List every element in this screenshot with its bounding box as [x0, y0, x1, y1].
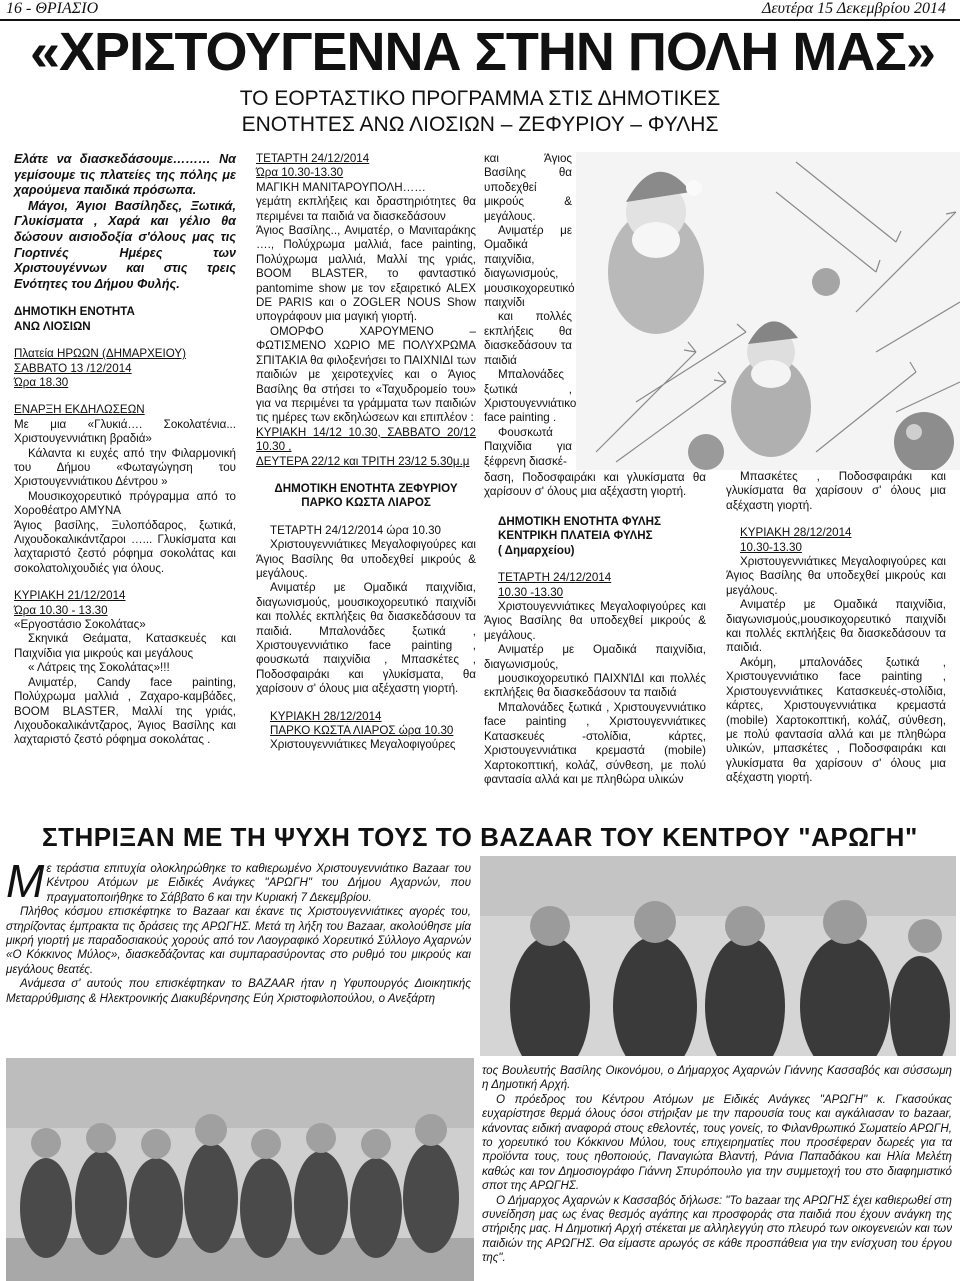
officials-photo-image	[480, 856, 956, 1056]
bazaar-article-body-bottom	[482, 1064, 952, 1266]
paragraph: ΣΑΒΒΑΤΟ 13 /12/2014	[14, 361, 132, 375]
bazaar-article-title: ΣΤΗΡΙΞΑΝ ΜΕ ΤΗ ΨΥΧΗ ΤΟΥΣ ΤΟ BAZAAR ΤΟΥ ΚΕΝΤΡΟΥ "ΑΡΩΓΗ"	[42, 822, 918, 852]
paragraph: Ώρα 10.30 - 13.30	[14, 603, 108, 617]
christmas-decoration-image	[576, 152, 960, 470]
paragraph: ΚΥΡΙΑΚΗ 21/12/2014	[14, 589, 126, 603]
paragraph: και Άγιος Βασίλης θα υποδεχθεί μικρούς & μεγάλους.	[484, 152, 572, 223]
paragraph: Μπαλονάδες ξωτικά , Χριστουγεννιάτικο face painting , Χριστουγεννιάτικες Κατασκευές -στολίδια, κάρτες, Χριστουγεννιάτικα κρεμαστά (mobile) Χαρτοκοπτική, κολάζ, σύνθεση, με πολύ φαντασία αλλά και με πληθώρα υλικών	[484, 700, 706, 786]
paragraph: Ανιματέρ με Ομαδικά παιχνίδια, διαγωνισμούς,	[484, 643, 706, 671]
paragraph: «Εργοστάσιο Σοκολάτας»	[14, 618, 146, 632]
paragraph: Χριστουγεννιάτικες Μεγαλοφιγούρες και Άγιος Βασίλης θα υποδεχθεί μικρούς & μεγάλους.	[484, 600, 706, 642]
paragraph: Ώρα 10.30-13.30	[256, 166, 344, 180]
article-subtitle-line1: ΤΟ ΕΟΡΤΑΣΤΙΚΟ ΠΡΟΓΡΑΜΜΑ ΣΤΙΣ ΔΗΜΟΤΙΚΕΣ	[239, 87, 721, 110]
paragraph: Άγιος Βασίλης.., Ανιματέρ, ο Μανιταράκης …., Πολύχρωμα μαλλιά, face painting, Πολύχρωμα μαλλιά, Μαλλί της γριάς, BOOM BLASTER, το φανταστικό pantomime show με τον εξαιρετικό ALEX DE PARIS και ο ZOGLER NOUS Show υπογράφουν μια μαγική γιορτή.	[256, 224, 476, 324]
column-1	[14, 152, 236, 748]
santa-figure-top	[608, 172, 704, 334]
paragraph: ΤΕΤΑΡΤΗ 24/12/2014	[498, 571, 612, 585]
bazaar-lead-paragraph: ε τεράστια επιτυχία ολοκληρώθηκε το καθιερωμένο Χριστουγεννιάτικο Bazaar του Κέντρου Ατόμων με Ειδικές Ανάγκες "ΑΡΩΓΗ" του Δήμου Αχαρνών, που πραγματοποιήθηκε το Σάββατο 6 και την Κυριακή 7 Δεκεμβρίου.	[46, 862, 471, 904]
paragraph: ΠΑΡΚΟ ΚΩΣΤΑ ΛΙΑΡΟΣ ώρα 10.30	[270, 724, 454, 738]
bazaar-paragraph-3: τος Βουλευτής Βασίλης Οικονόμου, ο Δήμαρχος Αχαρνών Γιάννης Κασσαβός και σύσσωμη η Δημοτική Αρχή.	[482, 1064, 952, 1092]
page-number: 16 - ΘΡΙΑΣΙΟ	[6, 0, 99, 17]
paragraph: ΔΕΥΤΕΡΑ 22/12 και ΤΡΙΤΗ 23/12 5.30μ.μ	[256, 454, 470, 468]
column-3-bottom	[484, 515, 706, 787]
paragraph: Με μια «Γλυκιά…. Σοκολατένια... Χριστουγεννιάτικη βραδιά»	[14, 417, 236, 446]
paragraph: « Λάτρεις της Σοκολάτας»!!!	[28, 661, 170, 675]
paragraph: γεμάτη εκπλήξεις και δραστηριότητες θα περιμένει τα παιδιά να διασκεδάσουν	[256, 195, 476, 223]
paragraph: Μάγοι, Άγιοι Βασίληδες, Ξωτικά, Γλυκίσματα , Χαρά και γέλιο θα δώσουν αισιοδοξία σ'όλους μας τις Γιορτινές Ημέρες των Χριστουγέννων και στις τρεις Ενότητες του Δήμου Φυλής.	[14, 198, 236, 291]
paragraph: ΔΗΜΟΤΙΚΗ ΕΝΟΤΗΤΑ	[14, 305, 135, 319]
paragraph: ΔΗΜΟΤΙΚΗ ΕΝΟΤΗΤΑ ΦΥΛΗΣ	[498, 515, 661, 528]
paragraph: μουσικοχορευτικό ΠΑΙΧΝΊΔΙ και πολλές εκπλήξεις θα διασκεδάσουν τα παιδιά	[484, 672, 706, 700]
paragraph: Φουσκωτά Παιχνίδια για ξέφρενη διασκέ-	[484, 425, 572, 468]
paragraph: Πλατεία ΗΡΩΩΝ (ΔΗΜΑΡΧΕΙΟΥ)	[14, 347, 187, 361]
santa-figure-bottom	[731, 321, 811, 457]
article-subtitle-line2: ΕΝΟΤΗΤΕΣ ΑΝΩ ΛΙΟΣΙΩΝ – ΖΕΦΥΡΙΟΥ – ΦΥΛΗΣ	[241, 113, 719, 136]
paragraph: Ανιματέρ με Ομαδικά παιχνίδια, διαγωνισμούς,μουσικοχορευτικό παιχνίδι και πολλές εκπλήξεις θα διασκεδάσουν τα παιδιά.	[726, 598, 946, 655]
paragraph: Ακόμη, μπαλονάδες ξωτικά , Χριστουγεννιάτικο face painting , Χριστουγεννιάτικες Κατασκευές-στολίδια, κάρτες, Χριστουγεννιάτικα κρεμαστά (mobile) Χαρτοκοπτική, κολάζ, σύνθεση, με πολύ φαντασία αλλά και με πληθώρα υλικών, μπασκέτες , Ποδοσφαιράκι και γλυκίσματα θα χαρίσουν σ' όλους μια αξέχαστη γιορτή.	[726, 655, 946, 785]
bazaar-paragraph-2: Ανάμεσα σ' αυτούς που επισκέφτηκαν το BAZAAR ήταν η Υφυπουργός Διοικητικής Μεταρρύθμισης & Ηλεκτρονικής Διακυβέρνησης Εύη Χριστοφιλοπούλου, ο Ανεξάρτη	[6, 977, 471, 1005]
paragraph: 10.30-13.30	[740, 540, 802, 554]
paragraph: Ώρα 18.30	[14, 375, 69, 389]
article-title: «ΧΡΙΣΤΟΥΓΕΝΝΑ ΣΤΗΝ ΠΟΛΗ ΜΑΣ»	[30, 22, 935, 82]
paragraph: Μπασκέτες , Ποδοσφαιράκι και γλυκίσματα θα χαρίσουν σ' όλους μια αξέχαστη γιορτή.	[726, 470, 946, 512]
paragraph: ΑΝΩ ΛΙΟΣΙΩΝ	[14, 319, 91, 333]
paragraph: και πολλές εκπλήξεις θα διασκεδάσουν τα παιδιά	[484, 310, 572, 367]
paragraph: Ανιματέρ με Ομαδικά παιχνίδια, διαγωνισμούς, μουσικοχορευτικό παιχνίδι και πολλές εκπλήξεις θα διασκεδάσουν τα παιδιά. Μπαλονάδες ξωτικά , Χριστουγεννιάτικο face painting , φουσκωτά παιχνίδια , Μπασκέτες , Ποδοσφαιράκι και γλυκίσματα, θα χαρίσουν σ' όλους μια αξέχαστη γιορτή.	[256, 581, 476, 696]
paragraph: ΠΑΡΚΟ ΚΩΣΤΑ ΛΙΑΡΟΣ	[301, 496, 431, 510]
paragraph: ΔΗΜΟΤΙΚΗ ΕΝΟΤΗΤΑ ΖΕΦΥΡΙΟΥ	[274, 481, 458, 495]
paragraph: Χριστουγεννιάτικες Μεγαλοφιγούρες και Άγιος Βασίλης θα υποδεχθεί μικρούς και μεγάλους.	[726, 555, 946, 597]
officials-photo	[480, 856, 956, 1056]
column-2	[256, 152, 476, 753]
paragraph: ΜΑΓΙΚΗ ΜΑΝΙΤΑΡΟΥΠΟΛΗ……	[256, 180, 426, 194]
dropcap-letter: Μ	[6, 855, 45, 907]
paragraph: ( Δημαρχείου)	[498, 543, 575, 557]
christmas-photo	[576, 152, 960, 470]
bazaar-paragraph-4: Ο πρόεδρος του Κέντρου Ατόμων με Ειδικές Ανάγκες "ΑΡΩΓΗ" κ. Γκασούκας ευχαρίστησε θερμά όλους όσοι στήριξαν με την παρουσία τους και αγκάλιασαν το bazaar, κάνοντας ειδική αναφορά στους εθελοντές, τους γονείς, το Φιλανθρωπικό Σωματείο ΑΡΩΓΗ, το χορευτικό του Κόκκινου Μύλου, τους επιχειρηματίες που προσέφεραν δωρεές για τα προϊόντα τους, τους ηθοποιούς, Παναγιώτα Βλαντή, Ράνια Παπαδάκου και Ηλία Μελέτη καθώς και τον Δημοσιογράφο Γιάννη Σπυρόπουλο για την συμμετοχή του στο διαφημιστικό σποτ της ΑΡΩΓΗΣ.	[482, 1092, 952, 1193]
paragraph: Ανιματέρ με Ομαδικά παιχνίδια, διαγωνισμούς, μουσικοχορευτικό παιχνίδι	[484, 224, 575, 310]
bazaar-paragraph-5: Ο Δήμαρχος Αχαρνών κ Κασσαβός δήλωσε: "Το bazaar της ΑΡΩΓΗΣ έχει καθιερωθεί στη συνείδηση μας ως ένας θεσμός αγάπης και προσφοράς στα παιδιά που έχουν ανάγκη της στήριξης μας. Η Δημοτική Αρχή στέκεται με αλληλεγγύη στο πλευρό των οικογενειών και των παιδιών της ΑΡΩΓΗΣ. Θα είμαστε αρωγός σε κάθε προσπάθεια για την ενίσχυση του έργου της".	[482, 1193, 952, 1265]
paragraph: Χριστουγεννιάτικες Μεγαλοφιγούρες	[270, 738, 456, 752]
paragraph: Κάλαντα κι ευχές από την Φιλαρμονική του Δήμου «Φωταγώγηση του Χριστουγεννιάτικου Δέντρου »	[14, 446, 236, 489]
paragraph: ΕΝΑΡΞΗ ΕΚΔΗΛΩΣΕΩΝ	[14, 403, 145, 417]
group-photo-image	[6, 1058, 474, 1281]
paragraph: ΚΥΡΙΑΚΗ 28/12/2014	[740, 526, 852, 540]
paragraph: 10.30 -13.30	[498, 585, 564, 599]
paragraph: Χριστουγεννιάτικες Μεγαλοφιγούρες και Άγιος Βασίλης θα υποδεχθεί μικρούς & μεγάλους.	[256, 538, 476, 580]
header-rule	[0, 19, 960, 21]
paragraph: ΚΕΝΤΡΙΚΗ ΠΛΑΤΕΙΑ ΦΥΛΗΣ	[498, 529, 653, 543]
paragraph: ΤΕΤΑΡΤΗ 24/12/2014 ώρα 10.30	[270, 523, 442, 537]
column-3-top	[484, 152, 577, 469]
paragraph: Μουσικοχορευτικό πρόγραμμα από το Χοροθέατρο ΑΜΥΝΑ	[14, 489, 236, 518]
column-3-continued-text: δαση, Ποδοσφαιράκι και γλυκίσματα θα χαρίσουν σ' όλους μια αξέχαστη γιορτή.	[484, 471, 706, 499]
paragraph: Σκηνικά Θεάματα, Κατασκευές και Παιχνίδια για μικρούς και μεγάλους	[14, 632, 236, 660]
paragraph: ΚΥΡΙΑΚΗ 28/12/2014	[270, 709, 382, 723]
paragraph: Μπαλονάδες ξωτικά , Χριστουγεννιάτικο face painting .	[484, 368, 577, 425]
paragraph: ΟΜΟΡΦΟ ΧΑΡΟΥΜΕΝΟ – ΦΩΤΙΣΜΕΝΟ ΧΩΡΙΟ ΜΕ ΠΟΛΥΧΡΩΜΑ ΣΠΙΤΑΚΙΑ θα φιλοξενήσει το ΠΑΙΧΝΙΔΙ των παιδιών με χειροτεχνίες και ο Άγιος Βασίλης θα στήσει το «Ταχυδρομείο του» για να περιμένει τα γράμματα των παιδιών τις ημέρες των εκδηλώσεων και επιπλέον :	[256, 324, 476, 425]
paragraph: ΚΥΡΙΑΚΗ 14/12 10.30, ΣΑΒΒΑΤΟ 20/12 10.30 ,	[256, 425, 476, 454]
paragraph: Ελάτε να διασκεδάσουμε……… Να γεμίσουμε τις πλατείες της πόλης με χαρούμενα παιδικά πρόσωπα.	[14, 152, 236, 198]
issue-date: Δευτέρα 15 Δεκεμβρίου 2014	[761, 0, 946, 17]
paragraph: Ανιματέρ, Candy face painting, Πολύχρωμα μαλλιά , Ζαχαρο-καμβάδες, BOOM BLASTER, Μαλλί της γριάς, Λιχουδοκαλικάντζαρος, Άγιος Βασίλης και λαχταριστό ζεστό ρόφημα σοκολάτας .	[14, 675, 236, 747]
bazaar-article-body-top	[6, 855, 471, 1006]
paragraph: ΤΕΤΑΡΤΗ 24/12/2014	[256, 152, 370, 165]
group-photo	[6, 1058, 474, 1281]
column-4	[726, 470, 946, 786]
paragraph: Άγιος βασίλης, Ξυλοπόδαρος, ξωτικά, Λιχουδοκαλικάντζαροι …... Γλυκίσματα και λαχταριστό ζεστό ρόφημα σοκολάτας και σοκολατολιχουδιές για όλους.	[14, 518, 236, 575]
column-3-continued	[484, 471, 706, 500]
bazaar-paragraph-1: Πλήθος κόσμου επισκέφτηκε το Bazaar και έκανε τις Χριστουγεννιάτικες αγορές του, στηρίζοντας έμπρακτα τις δράσεις της ΑΡΩΓΗΣ. Μετά τη λήξη του Bazaar, ακολούθησε μία μικρή γιορτή με παραδοσιακούς χορούς από τον Λαογραφικό Χορευτικό Σύλλογο Αχαρνών «Ο Κόκκινος Μύλος», διασκεδάζοντας και συμπαρασύροντας στο ρυθμό του μικρούς και μεγάλους θεατές.	[6, 905, 471, 976]
